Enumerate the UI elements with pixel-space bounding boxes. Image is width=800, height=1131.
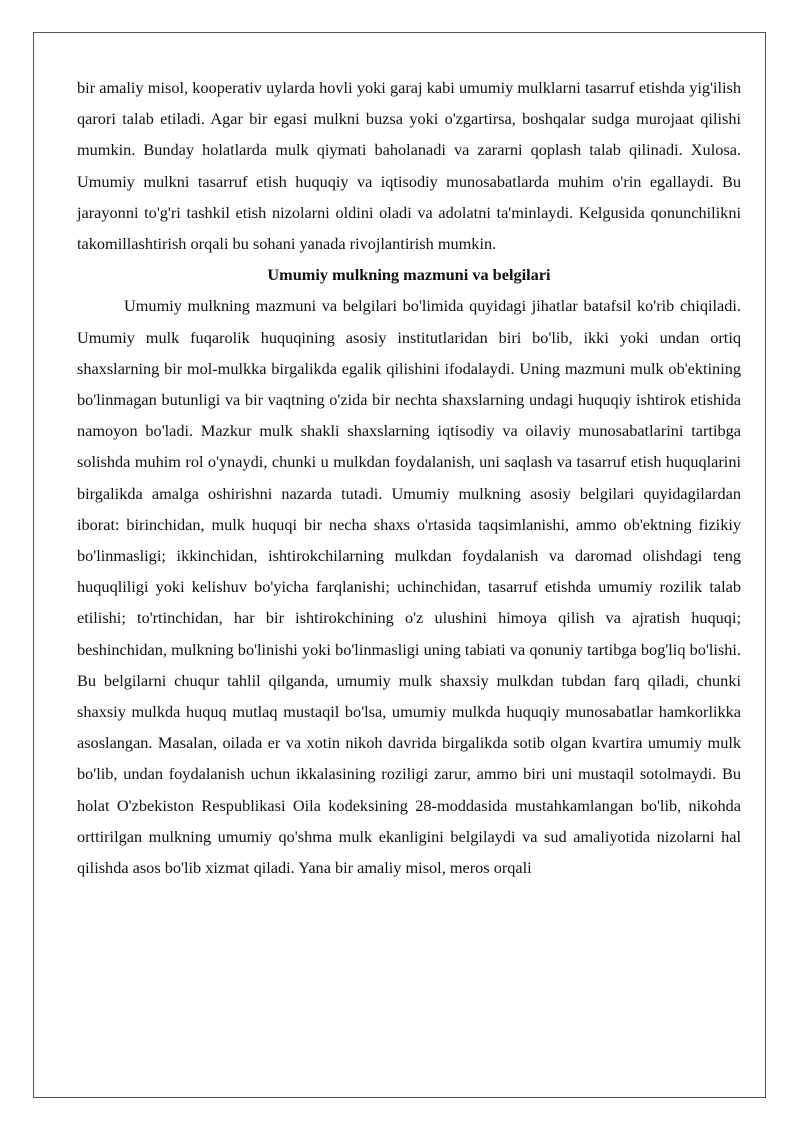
document-body <box>77 72 741 883</box>
paragraph-body: Umumiy mulkning mazmuni va belgilari bo'limida quyidagi jihatlar batafsil ko'rib chiqiladi. Umumiy mulk fuqarolik huquqining asosiy institutlaridan biri bo'lib, ikki yoki undan ortiq shaxslarning bir mol-mulkka birgalikda egalik qilishini ifodalaydi. Uning mazmuni mulk ob'ektining bo'linmagan butunligi va bir vaqtning o'zida bir nechta shaxslarning undagi huquqiy ishtirok etishida namoyon bo'ladi. Mazkur mulk shakli shaxslarning iqtisodiy va oilaviy munosabatlarini tartibga solishda muhim rol o'ynaydi, chunki u mulkdan foydalanish, uni saqlash va tasarruf etish huquqlarini birgalikda amalga oshirishni nazarda tutadi. Umumiy mulkning asosiy belgilari quyidagilardan iborat: birinchidan, mulk huquqi bir necha shaxs o'rtasida taqsimlanishi, ammo ob'ektning fizikiy bo'linmasligi; ikkinchidan, ishtirokchilarning mulkdan foydalanish va daromad olishdagi teng huquqliligi yoki kelishuv bo'yicha farqlanishi; uchinchidan, tasarruf etishda umumiy rozilik talab etilishi; to'rtinchidan, har bir ishtirokchining o'z ulushini himoya qilish va ajratish huquqi; beshinchidan, mulkning bo'linishi yoki bo'linmasligi uning tabiati va qonuniy tartibga bog'liq bo'lishi. Bu belgilarni chuqur tahlil qilganda, umumiy mulk shaxsiy mulkdan tubdan farq qiladi, chunki shaxsiy mulkda huquq mutlaq mustaqil bo'lsa, umumiy mulkda huquqiy munosabatlar hamkorlikka asoslangan. Masalan, oilada er va xotin nikoh davrida birgalikda sotib olgan kvartira umumiy mulk bo'lib, undan foydalanish uchun ikkalasining roziligi zarur, ammo biri uni mustaqil sotolmaydi. Bu holat O'zbekiston Respublikasi Oila kodeksining 28-moddasida mustahkamlangan bo'lib, nikohda orttirilgan mulkning umumiy qo'shma mulk ekanligini belgilaydi va sud amaliyotida nizolarni hal qilishda asos bo'lib xizmat qiladi. Yana bir amaliy misol, meros orqali <box>77 296 741 878</box>
paragraph-continuation: bir amaliy misol, kooperativ uylarda hovli yoki garaj kabi umumiy mulklarni tasarruf etishda yig'ilish qarori talab etiladi. Agar bir egasi mulkni buzsa yoki o'zgartirsa, boshqalar sudga murojaat qilishi mumkin. Bunday holatlarda mulk qiymati baholanadi va zararni qoplash talab qilinadi. Xulosa. Umumiy mulkni tasarruf etish huquqiy va iqtisodiy munosabatlarda muhim o'rin egallaydi. Bu jarayonni to'g'ri tashkil etish nizolarni oldini oladi va adolatni ta'minlaydi. Kelgusida qonunchilikni takomillashtirish orqali bu sohani yanada rivojlantirish mumkin. <box>77 78 741 254</box>
section-heading: Umumiy mulkning mazmuni va belgilari <box>267 265 551 285</box>
